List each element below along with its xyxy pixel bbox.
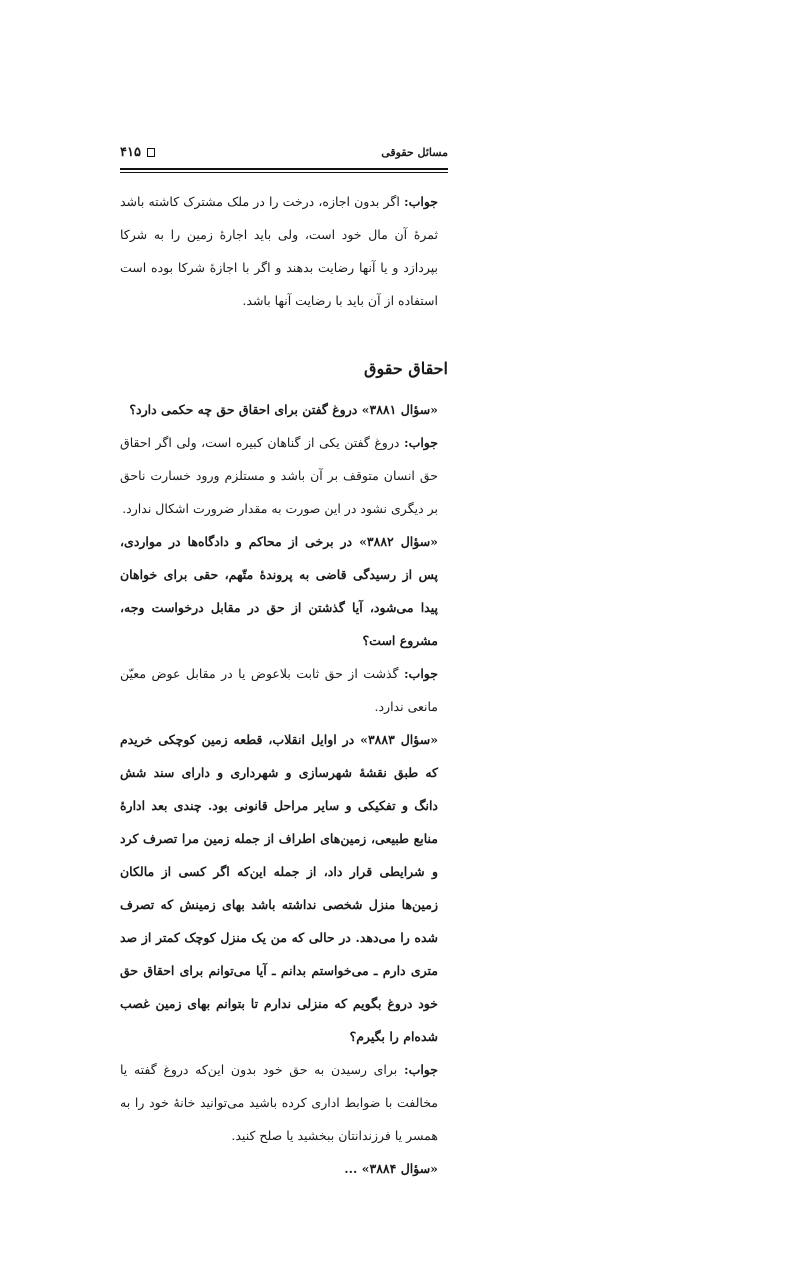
question-3883: «سؤال ۳۸۸۳» در اوایل انقلاب، قطعه زمین کوچکی خریدم که طبق نقشهٔ شهرسازی و شهرداری و دارای سند شش دانگ و تفکیکی و سایر مراحل قانونی بود. چندی بعد ادارهٔ منابع طبیعی، زمین‌های اطراف از جمله زمین مرا تصرف کرد و شرایطی قرار داد، از جمله این‌که اگر کسی از مالکان زمین‌ها منزل شخصی نداشته باشد بهای زمینش که تصرف شده را می‌دهد. در حالی که من یک منزل کوچک کمتر از صد متری دارم ـ می‌خواستم بدانم ـ آیا می‌توانم برای احقاق حق خود دروغ بگویم که منزلی ندارم تا بتوانم بهای زمین غصب شده‌ام را بگیرم؟	[120, 732, 438, 1044]
answer-label: جواب:	[403, 1062, 438, 1077]
answer-text: دروغ گفتن یکی از گناهان کبیره است، ولی اگر احقاق حق انسان متوقف بر آن باشد و مستلزم ورود خسارت ناحق بر دیگری نشود در این صورت به مقدار ضرورت اشکال ندارد.	[120, 435, 438, 516]
section-title: احقاق حقوق	[364, 359, 448, 378]
question-3884: «سؤال ۳۸۸۴» ...	[344, 1161, 438, 1176]
intro-answer	[120, 185, 448, 317]
running-title: مسائل حقوقی	[381, 145, 448, 159]
answer-text: برای رسیدن به حق خود بدون این‌که دروغ گفته یا مخالفت با ضوابط اداری کرده باشید می‌توانید خانهٔ خود را به همسر یا فرزندانتان ببخشید یا صلح کنید.	[120, 1062, 438, 1143]
page-body	[120, 185, 448, 1285]
answer-3881	[120, 426, 448, 525]
answer-text: اگر بدون اجازه، درخت را در ملک مشترک کاشته باشد ثمرهٔ آن مال خود است، ولی باید اجارهٔ زمین را به شرکا بپردازد و یا آنها رضایت بدهند و اگر با اجازهٔ شرکا بوده است استفاده از آن باید با رضایت آنها باشد.	[120, 194, 438, 308]
answer-3883	[120, 1053, 448, 1152]
question-3881: «سؤال ۳۸۸۱» دروغ گفتن برای احقاق حق چه حکمی دارد؟	[129, 402, 438, 417]
page-number: ۴۱۵	[120, 144, 141, 160]
answer-label: جواب:	[403, 194, 439, 209]
header-rule-thin	[120, 172, 448, 173]
answer-text: گذشت از حق ثابت بلاعوض یا در مقابل عوض معیّن مانعی ندارد.	[120, 666, 438, 714]
answer-3882	[120, 657, 448, 723]
running-header	[120, 140, 448, 164]
question-3882: «سؤال ۳۸۸۲» در برخی از محاکم و دادگاه‌ها در مواردی، پس از رسیدگی قاضی به پروندهٔ متّهم، حقی برای خواهان پیدا می‌شود، آیا گذشتن از حق در مقابل درخواست وجه، مشروع است؟	[120, 534, 438, 648]
book-page	[120, 140, 448, 1285]
answer-label: جواب:	[403, 435, 438, 450]
header-rule-thick	[120, 168, 448, 170]
page-number-block	[120, 145, 155, 160]
square-ornament-icon	[147, 148, 155, 157]
answer-label: جواب:	[403, 666, 438, 681]
